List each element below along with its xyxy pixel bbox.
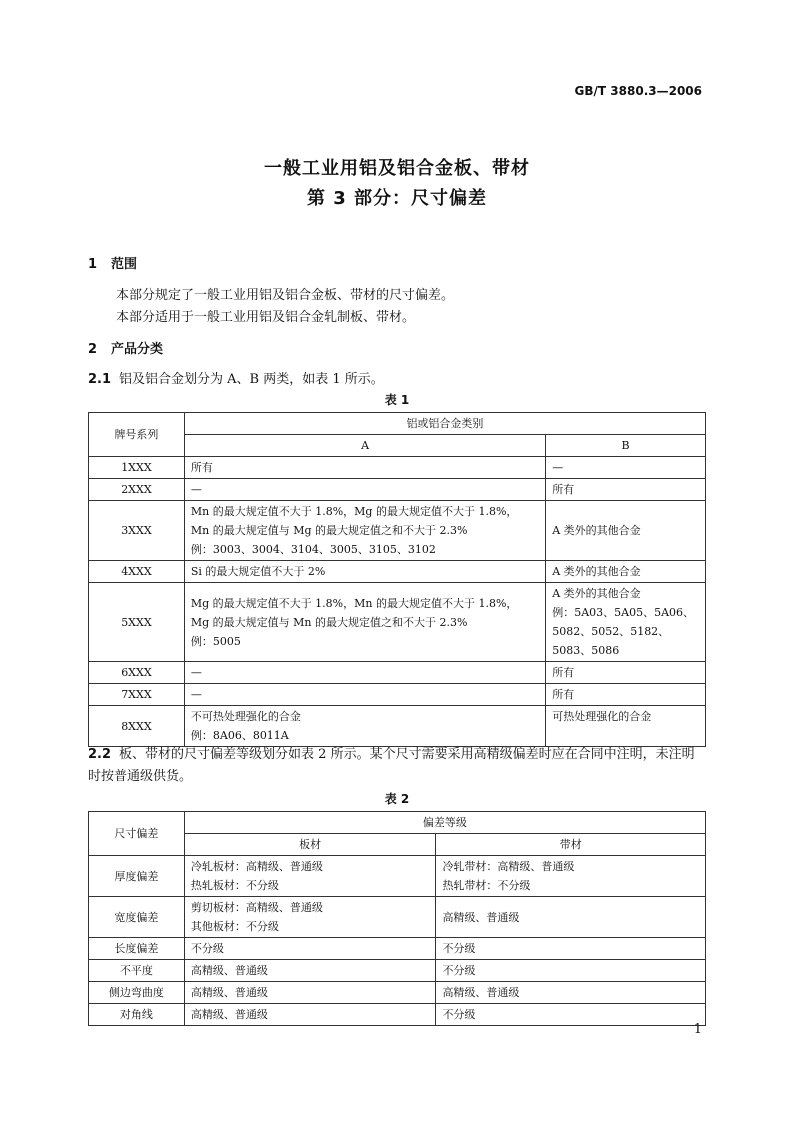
strip-grade-cell bbox=[436, 856, 706, 897]
cell-line: 所有 bbox=[190, 461, 213, 474]
clause-2-2-number: 2.2 bbox=[88, 747, 112, 762]
cell-line: Mn 的最大规定值与 Mg 的最大规定值之和不大于 2.3% bbox=[190, 524, 468, 537]
class-b-cell bbox=[546, 706, 706, 747]
table-row bbox=[89, 684, 706, 706]
class-a-cell bbox=[184, 561, 545, 583]
table-2-header-group: 偏差等级 bbox=[184, 812, 705, 834]
section-1-title: 范围 bbox=[111, 257, 138, 272]
cell-line: 高精级、普通级 bbox=[190, 1008, 268, 1021]
cell-line: 例：3003、3004、3104、3005、3105、3102 bbox=[190, 543, 436, 556]
cell-line: 所有 bbox=[552, 688, 575, 701]
deviation-item-cell: 厚度偏差 bbox=[89, 856, 185, 897]
cell-line: A 类外的其他合金 bbox=[552, 524, 641, 537]
table-1 bbox=[88, 412, 706, 747]
cell-line: — bbox=[190, 483, 202, 496]
cell-line: 冷轧板材：高精级、普通级 bbox=[190, 860, 323, 873]
table-2-header-item: 尺寸偏差 bbox=[89, 812, 185, 856]
table-2-header-strip: 带材 bbox=[436, 834, 706, 856]
plate-grade-cell bbox=[184, 982, 436, 1004]
table-1-header-a: A bbox=[184, 435, 545, 457]
class-b-cell bbox=[546, 457, 706, 479]
deviation-item-cell: 长度偏差 bbox=[89, 938, 185, 960]
table-row bbox=[89, 501, 706, 561]
series-cell: 4XXX bbox=[89, 561, 185, 583]
class-b-cell bbox=[546, 583, 706, 662]
table-row bbox=[89, 561, 706, 583]
cell-line: Mn 的最大规定值不大于 1.8%，Mg 的最大规定值不大于 1.8%， bbox=[190, 505, 518, 518]
plate-grade-cell bbox=[184, 1004, 436, 1026]
table-row bbox=[89, 583, 706, 662]
class-b-cell bbox=[546, 662, 706, 684]
table-2-caption: 表 2 bbox=[384, 792, 410, 806]
class-b-cell bbox=[546, 501, 706, 561]
cell-line: — bbox=[190, 666, 202, 679]
cell-line: 不分级 bbox=[190, 942, 224, 955]
section-1-number: 1 bbox=[88, 257, 98, 272]
series-cell: 1XXX bbox=[89, 457, 185, 479]
cell-line: 例：5005 bbox=[190, 634, 241, 648]
table-1-header-group: 铝或铝合金类别 bbox=[184, 413, 705, 435]
cell-line: 例：8A06、8011A bbox=[190, 729, 289, 742]
clause-2-1 bbox=[88, 368, 384, 387]
cell-line: 不分级 bbox=[442, 964, 476, 977]
table-row bbox=[89, 706, 706, 747]
deviation-item-cell: 不平度 bbox=[89, 960, 185, 982]
deviation-item-cell: 对角线 bbox=[89, 1004, 185, 1026]
strip-grade-cell bbox=[436, 1004, 706, 1026]
cell-line: 例：5A03、5A05、5A06、 bbox=[552, 606, 695, 619]
page-number: 1 bbox=[693, 1022, 702, 1037]
table-row bbox=[89, 897, 706, 938]
class-a-cell bbox=[184, 684, 545, 706]
table-2-header-plate: 板材 bbox=[184, 834, 436, 856]
deviation-item-cell: 侧边弯曲度 bbox=[89, 982, 185, 1004]
plate-grade-cell bbox=[184, 960, 436, 982]
table-row bbox=[89, 1004, 706, 1026]
cell-line: Si 的最大规定值不大于 2% bbox=[190, 565, 326, 578]
strip-grade-cell bbox=[436, 897, 706, 938]
plate-grade-cell bbox=[184, 897, 436, 938]
section-1-paragraph-2: 本部分适用于一般工业用铝及铝合金轧制板、带材。 bbox=[116, 310, 416, 325]
cell-line: — bbox=[552, 461, 564, 474]
section-2-number: 2 bbox=[88, 342, 98, 357]
class-b-cell bbox=[546, 479, 706, 501]
series-cell: 6XXX bbox=[89, 662, 185, 684]
table-row bbox=[89, 960, 706, 982]
table-row bbox=[89, 662, 706, 684]
deviation-item-cell: 宽度偏差 bbox=[89, 897, 185, 938]
cell-line: 5082、5052、5182、5083、5086 bbox=[552, 625, 670, 657]
series-cell: 5XXX bbox=[89, 583, 185, 662]
table-1-caption: 表 1 bbox=[384, 393, 410, 407]
class-b-cell bbox=[546, 561, 706, 583]
cell-line: 所有 bbox=[552, 666, 575, 679]
class-a-cell bbox=[184, 501, 545, 561]
page-title-line1: 一般工业用铝及铝合金板、带材 bbox=[264, 158, 530, 179]
plate-grade-cell bbox=[184, 856, 436, 897]
class-a-cell bbox=[184, 479, 545, 501]
cell-line: 高精级、普通级 bbox=[190, 964, 268, 977]
cell-line: 不分级 bbox=[442, 1008, 476, 1021]
table-row bbox=[89, 457, 706, 479]
cell-line: A 类外的其他合金 bbox=[552, 565, 641, 578]
strip-grade-cell bbox=[436, 960, 706, 982]
series-cell: 3XXX bbox=[89, 501, 185, 561]
series-cell: 2XXX bbox=[89, 479, 185, 501]
cell-line: 高精级、普通级 bbox=[442, 910, 520, 924]
class-a-cell bbox=[184, 457, 545, 479]
section-1-paragraph-1: 本部分规定了一般工业用铝及铝合金板、带材的尺寸偏差。 bbox=[116, 288, 455, 303]
cell-line: Mg 的最大规定值与 Mn 的最大规定值之和不大于 2.3% bbox=[190, 615, 468, 629]
series-cell: 7XXX bbox=[89, 684, 185, 706]
strip-grade-cell bbox=[436, 982, 706, 1004]
class-a-cell bbox=[184, 662, 545, 684]
clause-2-1-number: 2.1 bbox=[88, 372, 112, 387]
cell-line: 可热处理强化的合金 bbox=[552, 710, 652, 723]
table-1-header-series: 牌号系列 bbox=[89, 413, 185, 457]
cell-line: 所有 bbox=[552, 483, 575, 496]
strip-grade-cell bbox=[436, 938, 706, 960]
clause-2-2-text: 板、带材的尺寸偏差等级划分如表 2 所示。某个尺寸需要采用高精级偏差时应在合同中注明，未注明时按普通级供货。 bbox=[88, 747, 695, 784]
cell-line: 不分级 bbox=[442, 942, 476, 955]
cell-line: 其他板材：不分级 bbox=[190, 920, 279, 933]
cell-line: Mg 的最大规定值不大于 1.8%，Mn 的最大规定值不大于 1.8%， bbox=[190, 596, 518, 610]
table-row bbox=[89, 856, 706, 897]
table-row bbox=[89, 938, 706, 960]
cell-line: 高精级、普通级 bbox=[442, 986, 520, 999]
clause-2-1-text: 铝及铝合金划分为 A、B 两类，如表 1 所示。 bbox=[119, 372, 384, 387]
cell-line: — bbox=[190, 688, 202, 701]
series-cell: 8XXX bbox=[89, 706, 185, 747]
plate-grade-cell bbox=[184, 938, 436, 960]
page-title-line2: 第 3 部分：尺寸偏差 bbox=[306, 188, 488, 209]
table-2 bbox=[88, 811, 706, 1026]
section-1-heading bbox=[88, 253, 137, 272]
cell-line: A 类外的其他合金 bbox=[552, 587, 641, 600]
section-2-title: 产品分类 bbox=[111, 342, 164, 357]
class-a-cell bbox=[184, 706, 545, 747]
cell-line: 冷轧带材：高精级、普通级 bbox=[442, 860, 575, 873]
clause-2-2 bbox=[88, 744, 706, 788]
class-b-cell bbox=[546, 684, 706, 706]
class-a-cell bbox=[184, 583, 545, 662]
table-1-header-b: B bbox=[546, 435, 706, 457]
table-row bbox=[89, 982, 706, 1004]
cell-line: 热轧带材：不分级 bbox=[442, 879, 531, 892]
section-2-heading bbox=[88, 338, 163, 357]
standard-number: GB/T 3880.3—2006 bbox=[574, 84, 702, 98]
cell-line: 热轧板材：不分级 bbox=[190, 879, 279, 892]
cell-line: 不可热处理强化的合金 bbox=[190, 710, 301, 723]
cell-line: 剪切板材：高精级、普通级 bbox=[190, 901, 323, 914]
cell-line: 高精级、普通级 bbox=[190, 986, 268, 999]
table-row bbox=[89, 479, 706, 501]
